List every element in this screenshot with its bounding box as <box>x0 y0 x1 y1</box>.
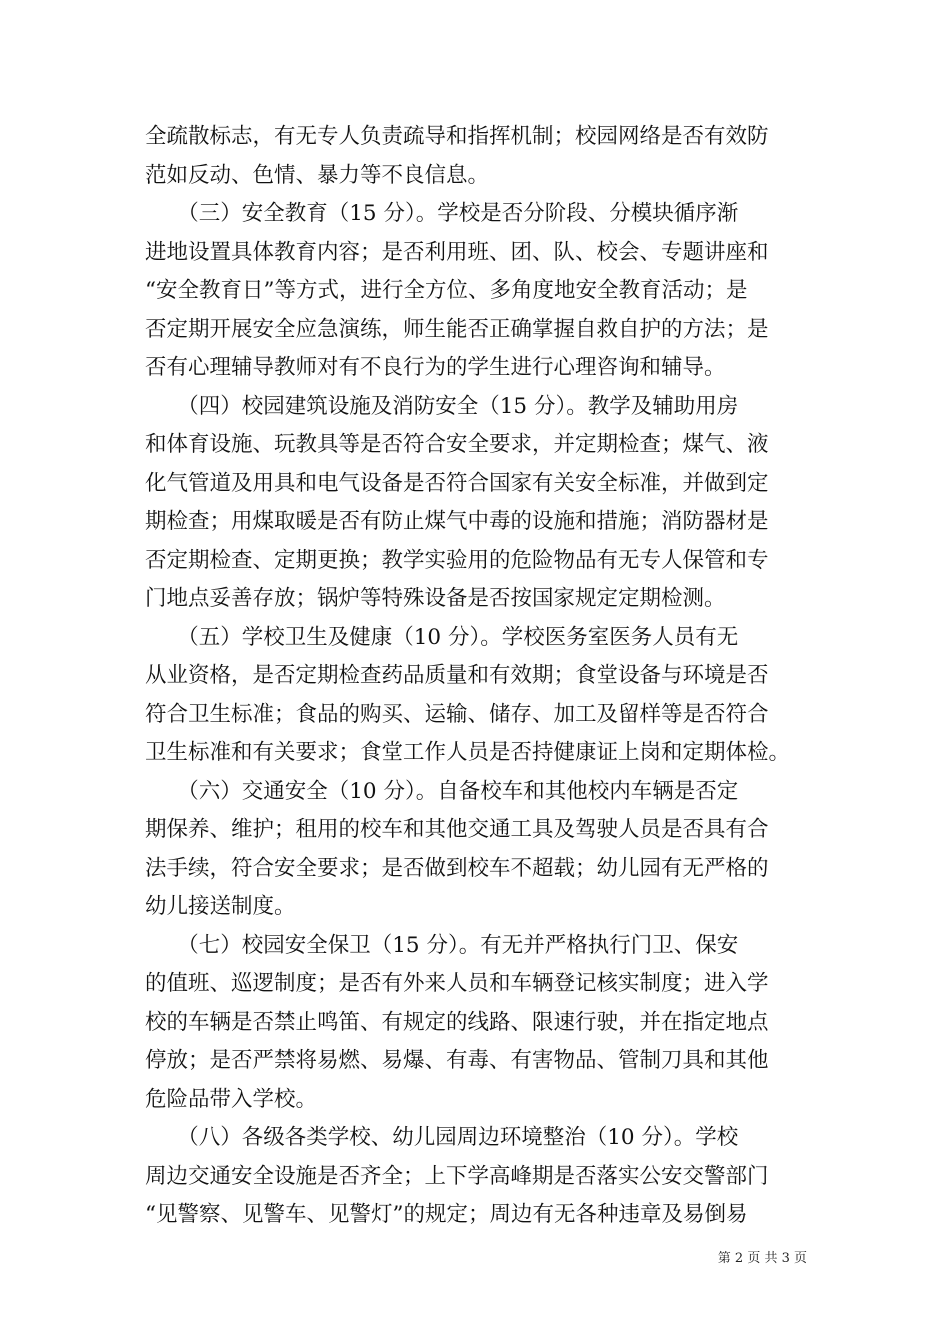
text-line: 从业资格，是否定期检查药品质量和有效期；食堂设备与环境是否 <box>145 663 769 688</box>
text-line: 法手续，符合安全要求；是否做到校车不超载；幼儿园有无严格的 <box>145 855 769 881</box>
text-line: 全疏散标志，有无专人负责疏导和指挥机制；校园网络是否有效防 <box>145 124 769 149</box>
text-line: （六）交通安全（10 分）。自备校车和其他校内车辆是否定 <box>145 778 739 804</box>
text-line: （五）学校卫生及健康（10 分）。学校医务室医务人员有无 <box>145 624 739 650</box>
text-line: 化气管道及用具和电气设备是否符合国家有关安全标准，并做到定 <box>145 470 769 496</box>
text-line: 校的车辆是否禁止鸣笛、有规定的线路、限速行驶，并在指定地点 <box>145 1009 769 1035</box>
text-line: 否定期检查、定期更换；教学实验用的危险物品有无专人保管和专 <box>145 547 769 573</box>
text-line: 范如反动、色情、暴力等不良信息。 <box>145 162 490 188</box>
text-line: 的值班、巡逻制度；是否有外来人员和车辆登记核实制度；进入学 <box>145 971 769 996</box>
page-number-footer: 第 2 页 共 3 页 <box>717 1251 807 1266</box>
text-line: 期保养、维护；租用的校车和其他交通工具及驾驶人员是否具有合 <box>145 817 769 842</box>
document-body <box>145 118 807 1235</box>
text-line: （三）安全教育（15 分）。学校是否分阶段、分模块循序渐 <box>145 201 739 226</box>
text-line: 期检查；用煤取暖是否有防止煤气中毒的设施和措施；消防器材是 <box>145 509 769 534</box>
text-line: 卫生标准和有关要求；食堂工作人员是否持健康证上岗和定期体检。 <box>145 740 791 765</box>
text-line: 门地点妥善存放；锅炉等特殊设备是否按国家规定定期检测。 <box>145 586 726 611</box>
text-line: 危险品带入学校。 <box>145 1086 318 1112</box>
text-line: 停放；是否严禁将易燃、易爆、有毒、有害物品、管制刀具和其他 <box>145 1048 769 1073</box>
text-line: 周边交通安全设施是否齐全；上下学高峰期是否落实公安交警部门 <box>145 1163 769 1189</box>
text-line: “安全教育日”等方式，进行全方位、多角度地安全教育活动；是 <box>145 278 748 303</box>
text-line: 幼儿接送制度。 <box>145 894 296 919</box>
text-line: （四）校园建筑设施及消防安全（15 分）。教学及辅助用房 <box>145 393 739 419</box>
text-line: 和体育设施、玩教具等是否符合安全要求，并定期检查；煤气、液 <box>145 432 769 457</box>
text-line: 否有心理辅导教师对有不良行为的学生进行心理咨询和辅导。 <box>145 355 726 380</box>
text-line: 符合卫生标准；食品的购买、运输、储存、加工及留样等是否符合 <box>145 701 769 727</box>
text-line: （八）各级各类学校、幼儿园周边环境整治（10 分）。学校 <box>145 1125 739 1150</box>
text-line: 否定期开展安全应急演练，师生能否正确掌握自救自护的方法；是 <box>145 316 769 342</box>
text-line: （七）校园安全保卫（15 分）。有无并严格执行门卫、保安 <box>145 932 739 958</box>
text-line: “见警察、见警车、见警灯”的规定；周边有无各种违章及易倒易 <box>145 1202 748 1227</box>
text-line: 进地设置具体教育内容；是否利用班、团、队、校会、专题讲座和 <box>145 239 769 265</box>
